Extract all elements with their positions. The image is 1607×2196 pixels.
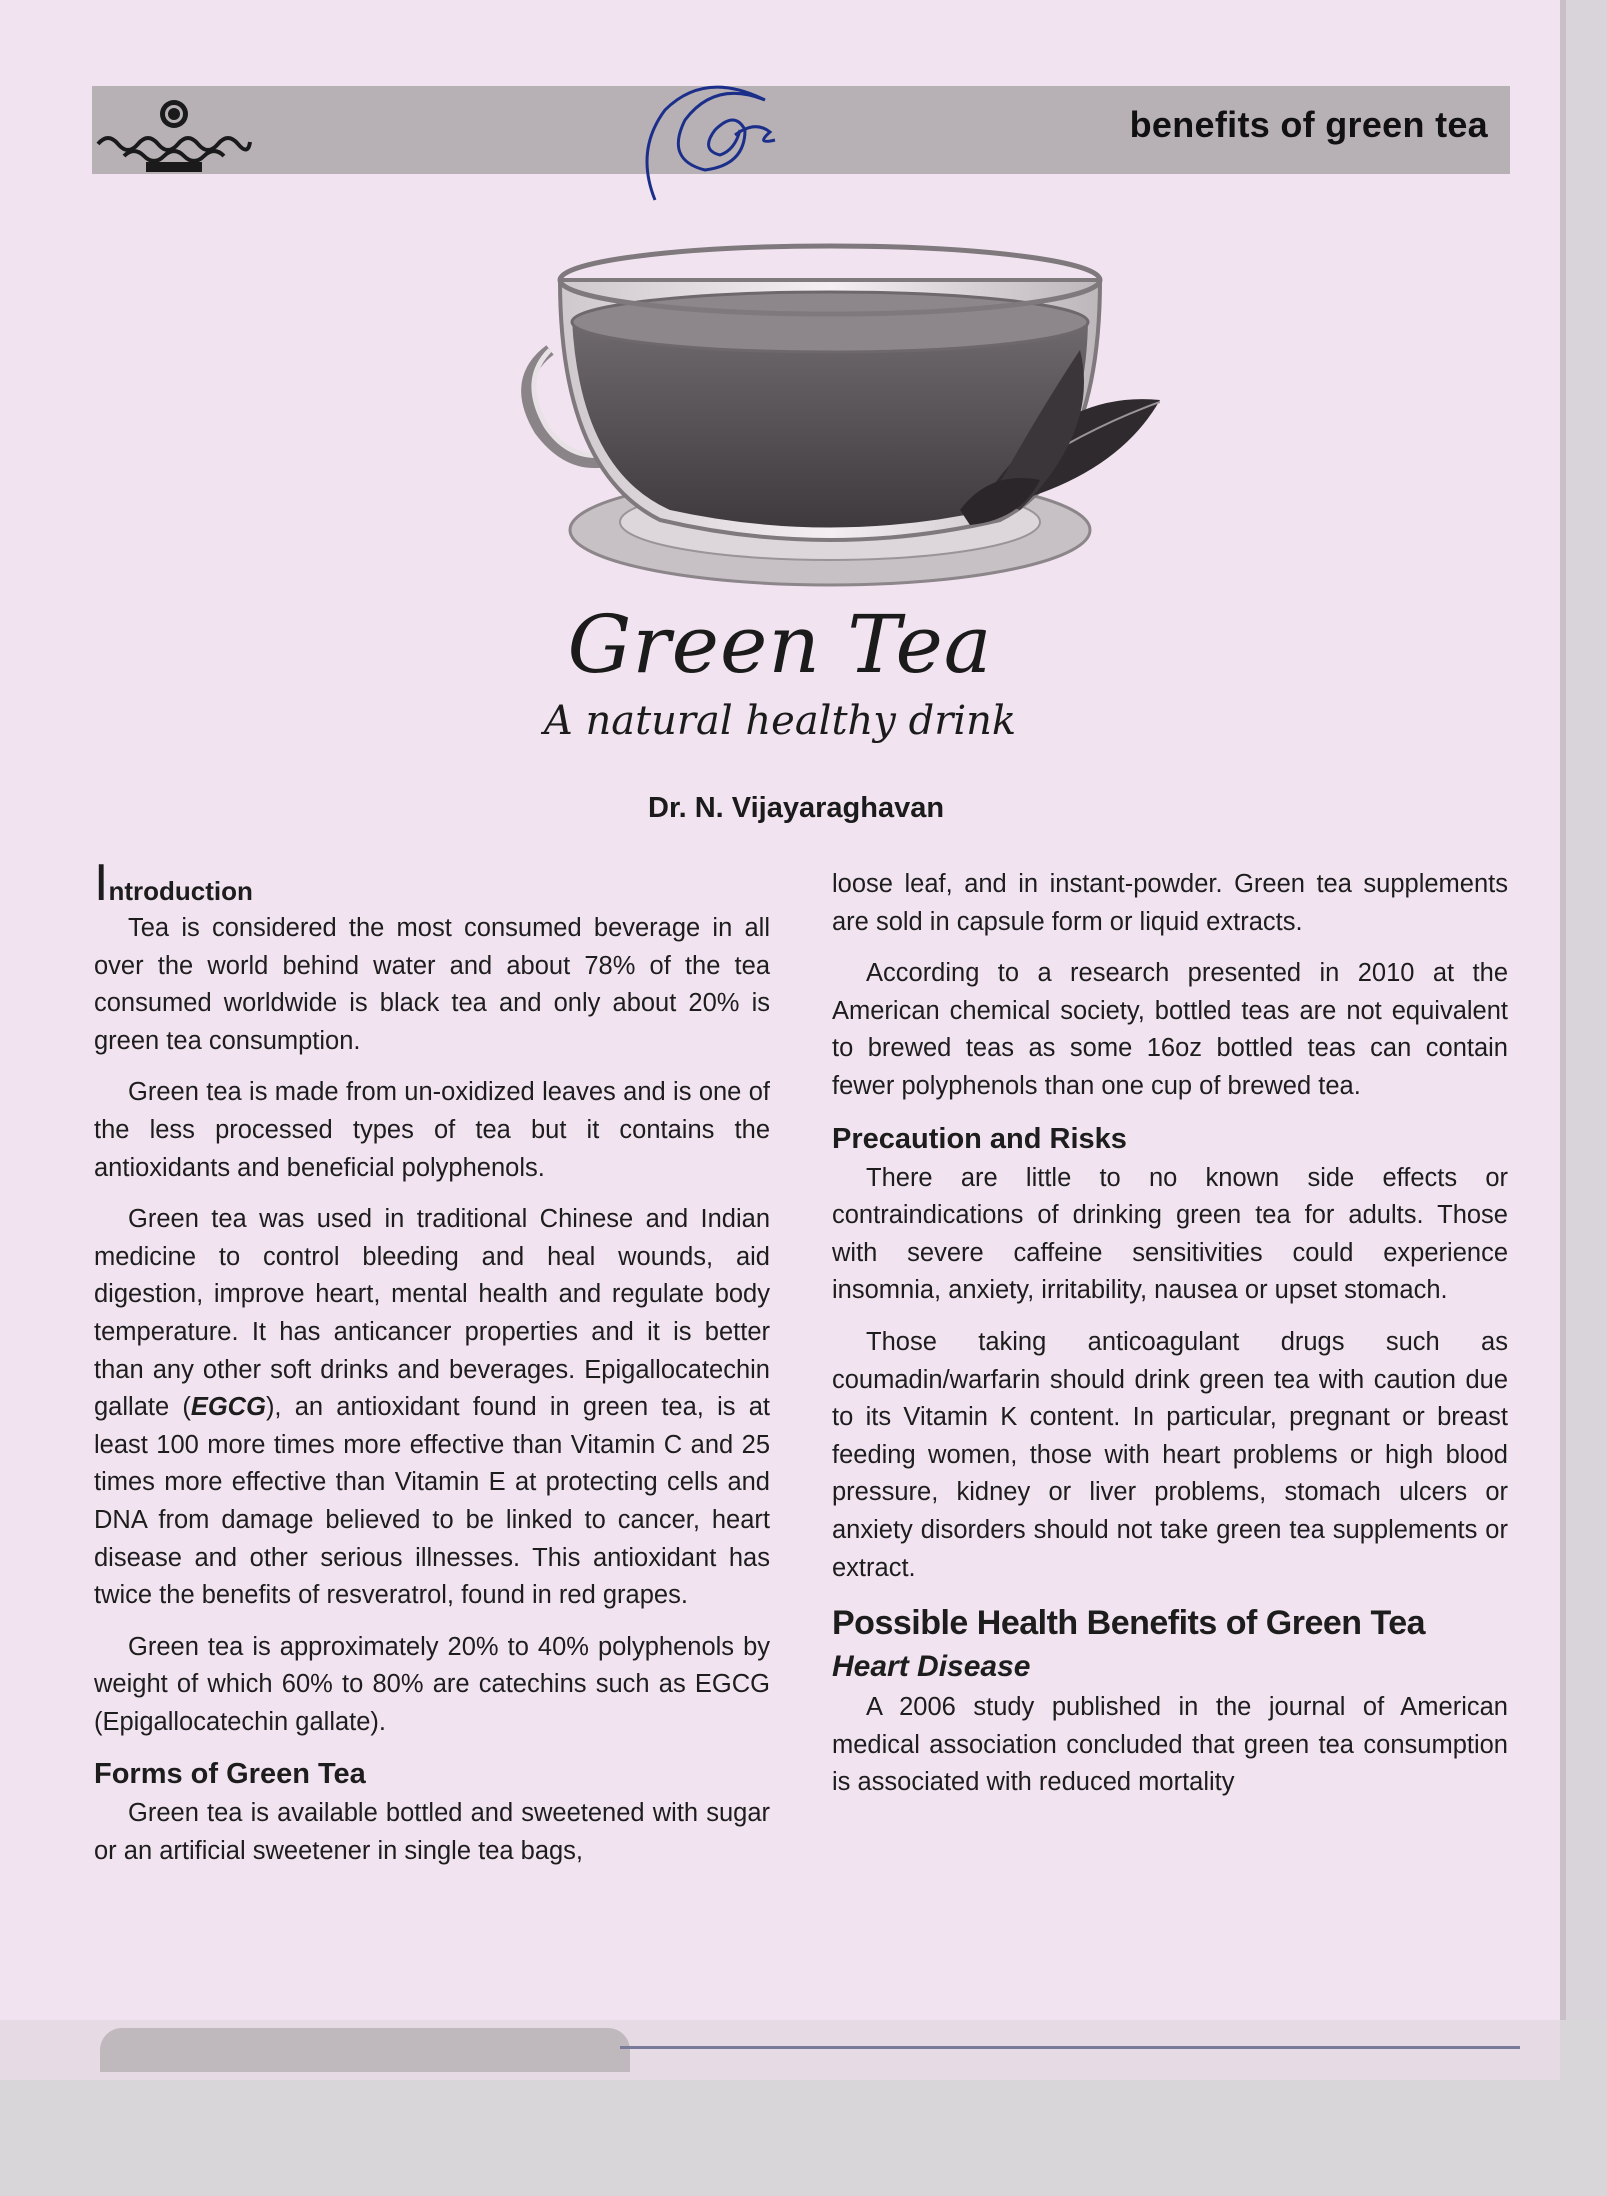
introduction-heading [94, 854, 770, 912]
magazine-logo-icon [94, 92, 254, 174]
benefits-heading: Possible Health Benefits of Green Tea [832, 1604, 1426, 1643]
introduction-heading-text: ntroduction [108, 876, 253, 906]
paragraph [94, 1201, 770, 1615]
teacup-illustration [520, 230, 1160, 610]
handwritten-signature [595, 70, 815, 220]
footer-tab [100, 2028, 630, 2072]
paragraph-part: ), an antioxidant found in green tea, is at least 100 more times more effective than Vitamin C and 25 times more effective than Vitamin E at protecting cells and DNA from damage believed to be linked to cancer, heart disease and other serious illnesses. This antioxidant has twice the benefits of resveratrol, found in red grapes. [94, 1393, 770, 1610]
article-subtitle: A natural healthy drink [543, 698, 1017, 744]
left-column [94, 854, 770, 1885]
heart-disease-heading: Heart Disease [832, 1650, 1031, 1684]
right-column [832, 866, 1508, 1816]
author-byline: Dr. N. Vijayaraghavan [648, 792, 945, 824]
paragraph-part: Green tea was used in traditional Chinese and Indian medicine to control bleeding and heal wounds, aid digestion, improve heart, mental health and regulate body temperature. It has anticancer properties and it is better than any other soft drinks and beverages. Epigallocatechin gallate ( [94, 1205, 770, 1422]
paragraph: Those taking anticoagulant drugs such as coumadin/warfarin should drink green tea with caution due to its Vitamin K content. In particular, pregnant or breast feeding women, those with heart problems or high blood pressure, kidney or liver problems, stomach ulcers or anxiety disorders should not take green tea supplements or extract. [832, 1327, 1508, 1582]
precaution-heading: Precaution and Risks [832, 1122, 1127, 1155]
paragraph: A 2006 study published in the journal of American medical association concluded that green tea consumption is associated with reduced mortality [832, 1693, 1508, 1797]
footer-rule [620, 2046, 1520, 2049]
paragraph: Green tea is approximately 20% to 40% polyphenols by weight of which 60% to 80% are catechins such as EGCG (Epigallocatechin gallate). [94, 1632, 770, 1736]
paragraph: According to a research presented in 2010 at the American chemical society, bottled teas are not equivalent to brewed teas as some 16oz bottled teas can contain fewer polyphenols than one cup of brewed tea. [832, 959, 1508, 1100]
paragraph: loose leaf, and in instant-powder. Green tea supplements are sold in capsule form or liquid extracts. [832, 870, 1508, 936]
paragraph: Green tea is available bottled and sweetened with sugar or an artificial sweetener in single tea bags, [94, 1799, 770, 1866]
egcg-emphasis: EGCG [190, 1393, 266, 1422]
paragraph: Tea is considered the most consumed beverage in all over the world behind water and about 78% of the tea consumed worldwide is black tea and only about 20% is green tea consumption. [94, 914, 770, 1055]
paragraph: There are little to no known side effects or contraindications of drinking green tea for adults. Those with severe caffeine sensitivities could experience insomnia, anxiety, irritability, nausea or upset stomach. [832, 1163, 1508, 1305]
drop-cap: I [94, 854, 109, 912]
paragraph: Green tea is made from un-oxidized leaves and is one of the less processed types of tea but it contains the antioxidants and beneficial polyphenols. [94, 1078, 770, 1182]
article-title: Green Tea [567, 598, 993, 691]
section-title: benefits of green tea [1129, 104, 1488, 145]
forms-heading: Forms of Green Tea [94, 1758, 366, 1791]
